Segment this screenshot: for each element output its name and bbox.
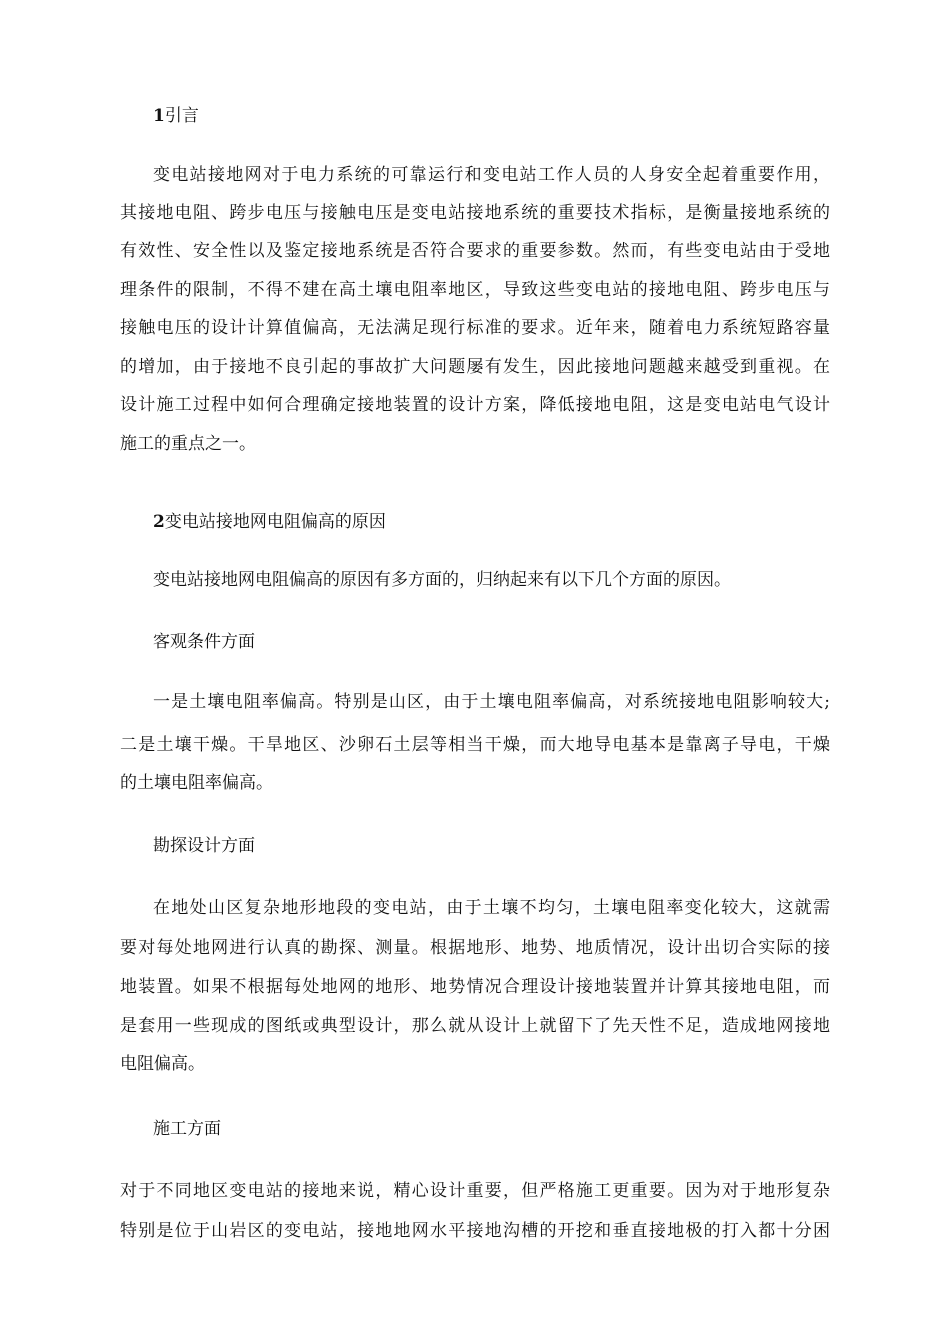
section-1-title: 引言	[164, 106, 199, 126]
paragraph-line: 接触电压的设计计算值偏高，无法满足现行标准的要求。近年来，随着电力系统短路容量	[120, 318, 830, 338]
paragraph-line: 对于不同地区变电站的接地来说，精心设计重要，但严格施工更重要。因为对于地形复杂	[120, 1181, 830, 1201]
section-2-number: 2	[153, 512, 165, 532]
subsection-title: 施工方面	[153, 1119, 221, 1139]
section-2-intro: 变电站接地网电阻偏高的原因有多方面的，归纳起来有以下几个方面的原因。	[153, 570, 731, 590]
paragraph-line: 理条件的限制，不得不建在高土壤电阻率地区，导致这些变电站的接地电阻、跨步电压与	[120, 280, 830, 300]
paragraph-line: 有效性、安全性以及鉴定接地系统是否符合要求的重要参数。然而，有些变电站由于受地	[120, 241, 830, 261]
paragraph-line: 特别是位于山岩区的变电站，接地地网水平接地沟槽的开挖和垂直接地极的打入都十分困	[120, 1221, 830, 1241]
subsection-title: 客观条件方面	[153, 632, 255, 652]
paragraph-line: 要对每处地网进行认真的勘探、测量。根据地形、地势、地质情况，设计出切合实际的接	[120, 938, 830, 958]
section-2-heading	[153, 510, 830, 534]
paragraph-line: 其接地电阻、跨步电压与接触电压是变电站接地系统的重要技术指标，是衡量接地系统的	[120, 203, 830, 223]
paragraph-line: 的增加，由于接地不良引起的事故扩大问题屡有发生，因此接地问题越来越受到重视。在	[120, 357, 830, 377]
paragraph-line: 是套用一些现成的图纸或典型设计，那么就从设计上就留下了先天性不足，造成地网接地	[120, 1016, 830, 1036]
paragraph-line: 一是土壤电阻率偏高。特别是山区，由于土壤电阻率偏高，对系统接地电阻影响较大;	[153, 692, 830, 712]
subsection-title: 勘探设计方面	[153, 836, 255, 856]
section-2-title: 变电站接地网电阻偏高的原因	[164, 512, 386, 532]
paragraph-line: 二是土壤干燥。干旱地区、沙卵石土层等相当干燥，而大地导电基本是靠离子导电，干燥	[120, 735, 830, 755]
section-1-heading	[153, 104, 830, 128]
paragraph-line: 在地处山区复杂地形地段的变电站，由于土壤不均匀，土壤电阻率变化较大，这就需	[153, 898, 830, 918]
paragraph-line: 变电站接地网对于电力系统的可靠运行和变电站工作人员的人身安全起着重要作用，	[153, 165, 830, 185]
paragraph-line: 施工的重点之一。	[120, 434, 256, 454]
paragraph-line: 设计施工过程中如何合理确定接地装置的设计方案，降低接地电阻，这是变电站电气设计	[120, 395, 830, 415]
paragraph-line: 地装置。如果不根据每处地网的地形、地势情况合理设计接地装置并计算其接地电阻，而	[120, 977, 830, 997]
section-1-number: 1	[153, 106, 165, 126]
paragraph-line: 的土壤电阻率偏高。	[120, 773, 273, 793]
paragraph-line: 电阻偏高。	[120, 1054, 205, 1074]
